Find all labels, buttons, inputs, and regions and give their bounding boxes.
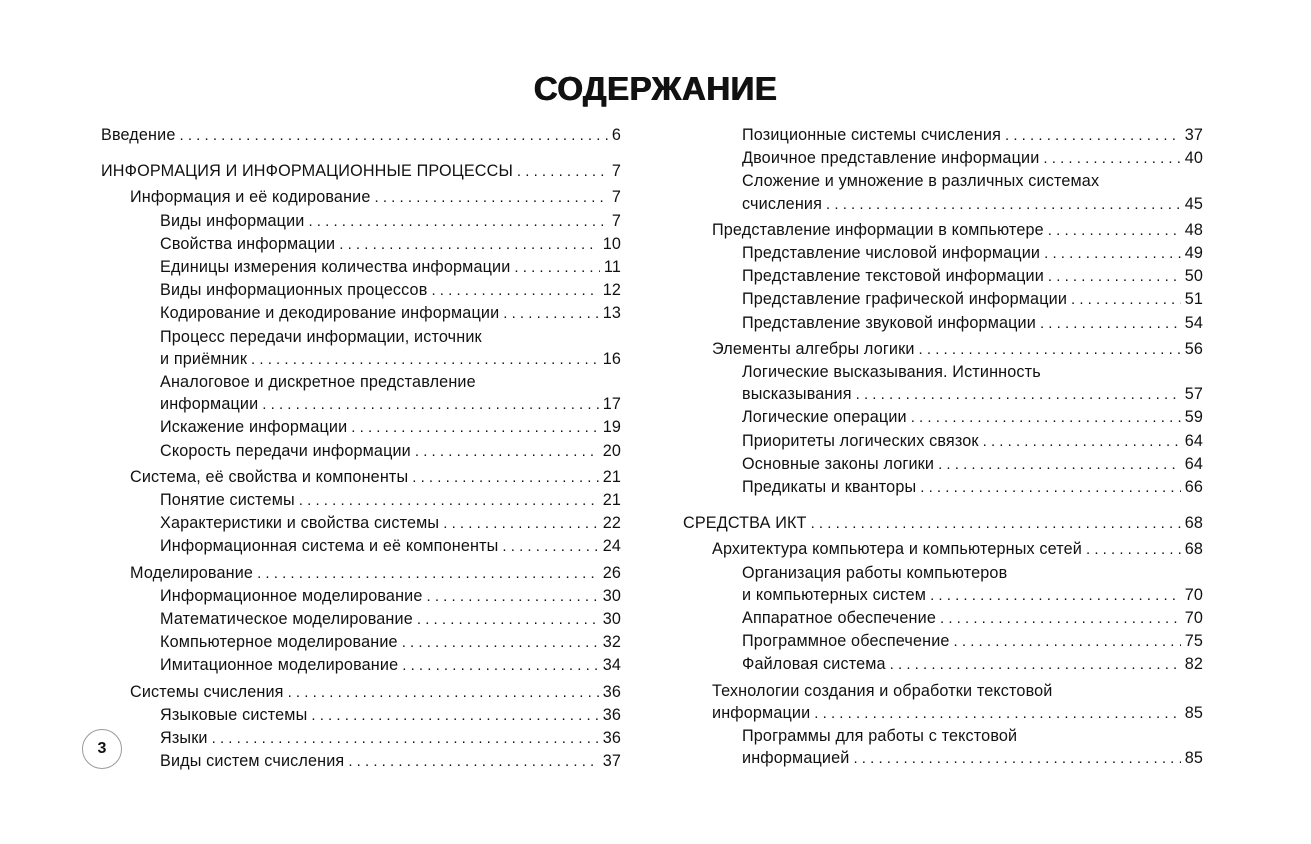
toc-entry-line bbox=[130, 562, 621, 585]
toc-entry-page: 45 bbox=[1184, 194, 1203, 213]
toc-entry-line bbox=[160, 512, 621, 535]
dot-leader bbox=[1048, 266, 1181, 288]
toc-entry-title: Позиционные системы счисления bbox=[742, 126, 1002, 144]
dot-leader bbox=[1005, 125, 1181, 147]
toc-entry[interactable] bbox=[101, 186, 621, 209]
toc-entry-page: 59 bbox=[1184, 408, 1203, 427]
toc-entry-page: 82 bbox=[1184, 655, 1203, 674]
toc-entry-title-continued: и приёмник bbox=[160, 349, 248, 368]
dot-leader bbox=[257, 563, 599, 585]
dot-leader bbox=[1071, 289, 1181, 311]
toc-entry-page: 24 bbox=[602, 537, 621, 556]
toc-entry-title: Представление графической информации bbox=[742, 290, 1068, 309]
toc-entry[interactable] bbox=[683, 630, 1203, 653]
toc-entry[interactable] bbox=[683, 453, 1203, 476]
toc-entry-line bbox=[160, 210, 621, 233]
dot-leader bbox=[412, 467, 598, 489]
toc-right-column bbox=[683, 124, 1203, 770]
toc-entry-line bbox=[712, 338, 1203, 361]
toc-entry-title: Представление информации в компьютере bbox=[712, 220, 1044, 239]
page-number-badge: 3 bbox=[82, 729, 122, 769]
toc-entry-page: 13 bbox=[602, 304, 621, 323]
toc-entry-line bbox=[742, 453, 1203, 476]
toc-entry-line bbox=[160, 585, 621, 608]
toc-entry-line bbox=[742, 630, 1203, 653]
dot-leader bbox=[308, 211, 607, 233]
toc-entry[interactable] bbox=[683, 476, 1203, 499]
toc-entry-line bbox=[160, 393, 621, 416]
toc-entry-line bbox=[160, 631, 621, 654]
toc-left-column bbox=[101, 124, 621, 773]
dot-leader bbox=[814, 703, 1180, 725]
toc-entry-line bbox=[712, 702, 1203, 725]
toc-entry-line bbox=[130, 466, 621, 489]
toc-entry[interactable] bbox=[101, 681, 621, 704]
toc-entry[interactable] bbox=[683, 430, 1203, 453]
toc-entry-line bbox=[160, 750, 621, 773]
dot-leader bbox=[415, 441, 599, 463]
toc-entry-line bbox=[160, 535, 621, 558]
toc-entry[interactable] bbox=[101, 727, 621, 750]
toc-entry-title: СРЕДСТВА ИКТ bbox=[683, 514, 807, 533]
dot-leader bbox=[431, 280, 598, 302]
toc-entry-title: Виды информации bbox=[160, 211, 305, 230]
toc-entry-title: Аппаратное обеспечение bbox=[742, 609, 936, 628]
toc-entry-page: 7 bbox=[611, 188, 621, 207]
toc-entry[interactable] bbox=[101, 440, 621, 463]
toc-entry[interactable] bbox=[101, 631, 621, 654]
toc-entry-page: 64 bbox=[1184, 454, 1203, 473]
toc-entry-page: 54 bbox=[1184, 313, 1203, 332]
toc-entry-title: ИНФОРМАЦИЯ И ИНФОРМАЦИОННЫЕ ПРОЦЕССЫ bbox=[101, 162, 513, 181]
toc-entry-line bbox=[160, 608, 621, 631]
toc-entry[interactable] bbox=[683, 538, 1203, 561]
toc-entry-line bbox=[160, 416, 621, 439]
toc-entry-line bbox=[742, 312, 1203, 335]
toc-entry-title: Имитационное моделирование bbox=[160, 656, 399, 675]
toc-entry-title: Информационная система и её компоненты bbox=[160, 537, 499, 556]
toc-entry[interactable] bbox=[101, 302, 621, 325]
toc-entry-line bbox=[742, 124, 1203, 147]
toc-entry-page: 68 bbox=[1184, 514, 1203, 533]
dot-leader bbox=[402, 655, 598, 677]
toc-entry-title: Система, её свойства и компоненты bbox=[130, 467, 409, 486]
toc-entry-line bbox=[742, 430, 1203, 453]
dot-leader bbox=[940, 608, 1181, 630]
toc-entry-line bbox=[742, 653, 1203, 676]
toc-entry[interactable] bbox=[101, 608, 621, 631]
toc-entry-title-continued: информации bbox=[712, 703, 811, 722]
toc-entry-line bbox=[742, 406, 1203, 429]
toc-entry-line bbox=[160, 727, 621, 750]
dot-leader bbox=[212, 728, 599, 750]
toc-entry-line bbox=[742, 265, 1203, 288]
dot-leader bbox=[503, 303, 598, 325]
toc-entry-line bbox=[160, 704, 621, 727]
toc-entry[interactable] bbox=[683, 512, 1203, 535]
toc-entry[interactable] bbox=[101, 210, 621, 233]
toc-entry[interactable] bbox=[683, 170, 1203, 215]
dot-leader bbox=[180, 125, 608, 147]
toc-entry-title: Процесс передачи информации, источник bbox=[160, 327, 482, 346]
toc-entry-line bbox=[160, 302, 621, 325]
toc-entry-page: 68 bbox=[1184, 540, 1203, 559]
toc-entry-line bbox=[160, 348, 621, 371]
toc-entry-title: Организация работы компьютеров bbox=[742, 563, 1008, 582]
toc-entry-title: Единицы измерения количества информации bbox=[160, 258, 511, 277]
toc-entry-line bbox=[101, 160, 621, 183]
toc-entry-title: Предикаты и кванторы bbox=[742, 478, 917, 497]
toc-entry-line bbox=[712, 219, 1203, 242]
toc-entry-title-continued: высказывания bbox=[742, 385, 852, 404]
toc-entry-title: Искажение информации bbox=[160, 418, 348, 437]
dot-leader bbox=[811, 513, 1181, 535]
toc-entry-title-continued: информацией bbox=[742, 749, 850, 768]
toc-entry-page: 36 bbox=[602, 705, 621, 724]
toc-entry-line bbox=[160, 256, 621, 279]
dot-leader bbox=[251, 349, 599, 371]
toc-entry-page: 66 bbox=[1184, 478, 1203, 497]
toc-entry-title: Виды информационных процессов bbox=[160, 281, 428, 300]
toc-entry-title: Программное обеспечение bbox=[742, 632, 950, 651]
toc-entry-page: 48 bbox=[1184, 220, 1203, 239]
toc-entry-page: 64 bbox=[1184, 431, 1203, 450]
toc-entry[interactable] bbox=[101, 233, 621, 256]
toc-entry-line bbox=[742, 383, 1203, 406]
dot-leader bbox=[351, 417, 598, 439]
dot-leader bbox=[375, 187, 608, 209]
toc-entry-line bbox=[130, 186, 621, 209]
toc-entry-line bbox=[160, 279, 621, 302]
toc-entry-title: Аналоговое и дискретное представление bbox=[160, 373, 476, 392]
toc-entry-line bbox=[742, 242, 1203, 265]
toc-entry-page: 16 bbox=[602, 349, 621, 368]
toc-entry-page: 7 bbox=[611, 211, 621, 230]
toc-entry-line bbox=[742, 747, 1203, 770]
toc-entry[interactable] bbox=[683, 265, 1203, 288]
dot-leader bbox=[938, 454, 1181, 476]
toc-entry-page: 30 bbox=[602, 586, 621, 605]
toc-entry[interactable] bbox=[683, 562, 1203, 607]
toc-entry-title-continued: информации bbox=[160, 395, 259, 414]
dot-leader bbox=[856, 384, 1181, 406]
toc-entry-page: 37 bbox=[1184, 126, 1203, 144]
dot-leader bbox=[417, 609, 599, 631]
dot-leader bbox=[1040, 313, 1181, 335]
toc-entry-page: 7 bbox=[611, 162, 621, 181]
toc-entry[interactable] bbox=[683, 607, 1203, 630]
toc-entry-title: Программы для работы с текстовой bbox=[742, 727, 1018, 746]
toc-entry-page: 17 bbox=[602, 395, 621, 414]
dot-leader bbox=[402, 632, 599, 654]
toc-entry-line bbox=[160, 654, 621, 677]
toc-entry-title: Представление текстовой информации bbox=[742, 267, 1044, 286]
toc-entry-page: 85 bbox=[1184, 749, 1203, 768]
toc-entry-title: Приоритеты логических связок bbox=[742, 431, 979, 450]
toc-entry[interactable] bbox=[683, 653, 1203, 676]
toc-entry-title: Файловая система bbox=[742, 655, 886, 674]
toc-entry[interactable] bbox=[101, 326, 621, 371]
dot-leader bbox=[1048, 220, 1181, 242]
toc-entry-page: 70 bbox=[1184, 585, 1203, 604]
toc-entry[interactable] bbox=[683, 680, 1203, 725]
toc-entry-page: 56 bbox=[1184, 339, 1203, 358]
dot-leader bbox=[920, 477, 1180, 499]
toc-entry[interactable] bbox=[101, 512, 621, 535]
toc-entry-line bbox=[742, 476, 1203, 499]
toc-entry-title: Технологии создания и обработки текстовой bbox=[712, 681, 1053, 700]
toc-entry-title: Языки bbox=[160, 729, 208, 748]
toc-entry-page: 22 bbox=[602, 514, 621, 533]
toc-entry-page: 34 bbox=[602, 656, 621, 675]
toc-entry-title: Логические высказывания. Истинность bbox=[742, 363, 1041, 382]
toc-entry-title-continued: счисления bbox=[742, 194, 823, 213]
toc-entry[interactable] bbox=[683, 219, 1203, 242]
toc-entry-line bbox=[712, 538, 1203, 561]
toc-entry-page: 75 bbox=[1184, 632, 1203, 651]
toc-entry-line bbox=[160, 233, 621, 256]
toc-entry[interactable] bbox=[101, 704, 621, 727]
toc-entry-title: Кодирование и декодирование информации bbox=[160, 304, 500, 323]
toc-entry[interactable] bbox=[101, 416, 621, 439]
toc-entry-line bbox=[742, 147, 1203, 170]
toc-entry[interactable] bbox=[683, 312, 1203, 335]
dot-leader bbox=[1043, 148, 1180, 170]
toc-entry-title: Логические операции bbox=[742, 408, 907, 427]
toc-entry[interactable] bbox=[683, 406, 1203, 429]
toc-entry-page: 40 bbox=[1184, 149, 1203, 168]
toc-entry-title-continued: и компьютерных систем bbox=[742, 585, 927, 604]
toc-entry-title: Сложение и умножение в различных системах bbox=[742, 172, 1100, 191]
dot-leader bbox=[288, 682, 599, 704]
toc-entry-title: Системы счисления bbox=[130, 682, 284, 701]
toc-entry-page: 6 bbox=[611, 126, 621, 144]
dot-leader bbox=[299, 490, 599, 512]
dot-leader bbox=[919, 339, 1181, 361]
toc-entry-page: 70 bbox=[1184, 609, 1203, 628]
toc-entry-page: 19 bbox=[602, 418, 621, 437]
toc-entry-title: Информационное моделирование bbox=[160, 586, 423, 605]
toc-entry-title: Информация и её кодирование bbox=[130, 188, 371, 207]
dot-leader bbox=[502, 536, 598, 558]
toc-entry[interactable] bbox=[101, 124, 621, 147]
toc-entry[interactable] bbox=[101, 654, 621, 677]
toc-entry-title: Понятие системы bbox=[160, 491, 295, 510]
toc-entry[interactable] bbox=[101, 585, 621, 608]
dot-leader bbox=[262, 394, 598, 416]
dot-leader bbox=[348, 751, 598, 773]
dot-leader bbox=[954, 631, 1181, 653]
toc-entry[interactable] bbox=[101, 371, 621, 416]
dot-leader bbox=[517, 161, 608, 183]
toc-entry-title: Характеристики и свойства системы bbox=[160, 514, 440, 533]
dot-leader bbox=[983, 431, 1181, 453]
toc-entry-title: Двоичное представление информации bbox=[742, 149, 1040, 168]
toc-entry-page: 36 bbox=[602, 682, 621, 701]
toc-entry-page: 49 bbox=[1184, 244, 1203, 263]
toc-entry-title: Моделирование bbox=[130, 563, 254, 582]
toc-entry-line bbox=[742, 607, 1203, 630]
toc-entry[interactable] bbox=[683, 147, 1203, 170]
toc-entry-line bbox=[742, 288, 1203, 311]
toc-entry-title: Свойства информации bbox=[160, 234, 336, 253]
toc-entry-title: Элементы алгебры логики bbox=[712, 339, 915, 358]
toc-entry-line bbox=[742, 584, 1203, 607]
toc-entry-page: 21 bbox=[602, 467, 621, 486]
toc-entry[interactable] bbox=[101, 160, 621, 183]
toc-entry-title: Математическое моделирование bbox=[160, 610, 413, 629]
toc-entry-title: Архитектура компьютера и компьютерных сетей bbox=[712, 540, 1082, 559]
dot-leader bbox=[930, 585, 1181, 607]
toc-entry-line bbox=[101, 124, 621, 147]
toc-entry-page: 51 bbox=[1184, 290, 1203, 309]
toc-entry-title: Представление числовой информации bbox=[742, 244, 1041, 263]
toc-entry-page: 36 bbox=[602, 729, 621, 748]
toc-entry-title: Введение bbox=[101, 126, 176, 144]
toc-entry-page: 21 bbox=[602, 491, 621, 510]
toc-entry-page: 50 bbox=[1184, 267, 1203, 286]
dot-leader bbox=[1044, 243, 1181, 265]
toc-entry-title: Скорость передачи информации bbox=[160, 441, 411, 460]
toc-entry-line bbox=[160, 489, 621, 512]
dot-leader bbox=[826, 194, 1181, 216]
toc-entry-line bbox=[683, 512, 1203, 535]
toc-entry-title: Компьютерное моделирование bbox=[160, 633, 398, 652]
dot-leader bbox=[1086, 539, 1181, 561]
toc-entry-line bbox=[130, 681, 621, 704]
toc-entry[interactable] bbox=[683, 725, 1203, 770]
toc-entry[interactable] bbox=[683, 361, 1203, 406]
dot-leader bbox=[443, 513, 598, 535]
dot-leader bbox=[339, 234, 598, 256]
toc-entry[interactable] bbox=[101, 562, 621, 585]
toc-entry[interactable] bbox=[101, 750, 621, 773]
toc-entry-page: 12 bbox=[602, 281, 621, 300]
toc-entry-page: 30 bbox=[602, 610, 621, 629]
toc-entry-page: 85 bbox=[1184, 703, 1203, 722]
toc-entry[interactable] bbox=[101, 489, 621, 512]
toc-entry-title: Основные законы логики bbox=[742, 454, 935, 473]
toc-entry-page: 37 bbox=[602, 752, 621, 771]
toc-entry-title: Виды систем счисления bbox=[160, 752, 345, 771]
dot-leader bbox=[311, 705, 598, 727]
toc-entry[interactable] bbox=[101, 279, 621, 302]
toc-entry[interactable] bbox=[101, 535, 621, 558]
dot-leader bbox=[427, 586, 599, 608]
toc-entry-title: Представление звуковой информации bbox=[742, 313, 1036, 332]
toc-entry[interactable] bbox=[101, 466, 621, 489]
dot-leader bbox=[853, 748, 1180, 770]
toc-entry-line bbox=[742, 193, 1203, 216]
toc-entry-title: Языковые системы bbox=[160, 705, 308, 724]
dot-leader bbox=[911, 407, 1181, 429]
toc-entry-page: 11 bbox=[603, 258, 621, 277]
toc-entry-page: 26 bbox=[602, 563, 621, 582]
dot-leader bbox=[514, 257, 599, 279]
toc-entry-page: 57 bbox=[1184, 385, 1203, 404]
toc-entry[interactable] bbox=[683, 338, 1203, 361]
toc-entry[interactable] bbox=[683, 288, 1203, 311]
toc-entry-page: 20 bbox=[602, 441, 621, 460]
dot-leader bbox=[890, 654, 1181, 676]
toc-entry[interactable] bbox=[683, 242, 1203, 265]
toc-entry-page: 32 bbox=[602, 633, 621, 652]
toc-entry-page: 10 bbox=[602, 234, 621, 253]
toc-entry[interactable] bbox=[683, 124, 1203, 147]
toc-entry-line bbox=[160, 440, 621, 463]
toc-entry[interactable] bbox=[101, 256, 621, 279]
page-title: СОДЕРЖАНИЕ bbox=[533, 70, 778, 107]
